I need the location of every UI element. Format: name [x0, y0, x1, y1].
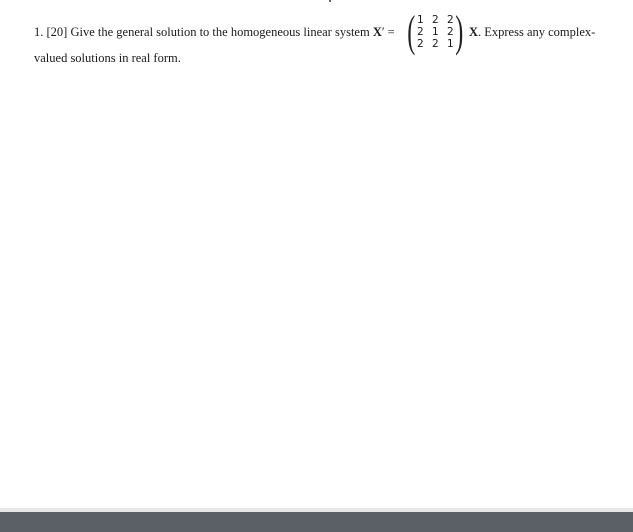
- matrix-cell: 2: [416, 26, 424, 38]
- left-paren: (: [406, 7, 416, 56]
- right-paren: ): [455, 7, 464, 56]
- problem-points: [20]: [46, 24, 68, 39]
- matrix-cell: 2: [431, 14, 439, 26]
- matrix-cell: 1: [431, 26, 439, 38]
- variable-x: X: [372, 24, 382, 39]
- problem-text-before: Give the general solution to the homogeneous linear system: [70, 24, 370, 39]
- matrix-cell: 2: [446, 26, 454, 38]
- matrix-cell: 2: [446, 14, 454, 26]
- problem-text-after: . Express any complex-: [478, 24, 596, 39]
- matrix-cell: 2: [416, 38, 424, 50]
- matrix-grid: [414, 14, 456, 50]
- prime-mark: ′: [381, 24, 385, 39]
- page-mark: [329, 0, 331, 2]
- matrix-cell: 1: [416, 14, 424, 26]
- problem-number: 1.: [34, 24, 44, 39]
- matrix-cell: 2: [431, 38, 439, 50]
- vector-x: X: [468, 24, 478, 39]
- bottom-bar: [0, 512, 633, 532]
- problem-statement-line-1: [34, 7, 596, 56]
- matrix-cell: 1: [446, 38, 454, 50]
- equals-sign: =: [387, 24, 395, 39]
- coefficient-matrix: [404, 7, 467, 56]
- problem-statement-line-2: valued solutions in real form.: [34, 51, 181, 65]
